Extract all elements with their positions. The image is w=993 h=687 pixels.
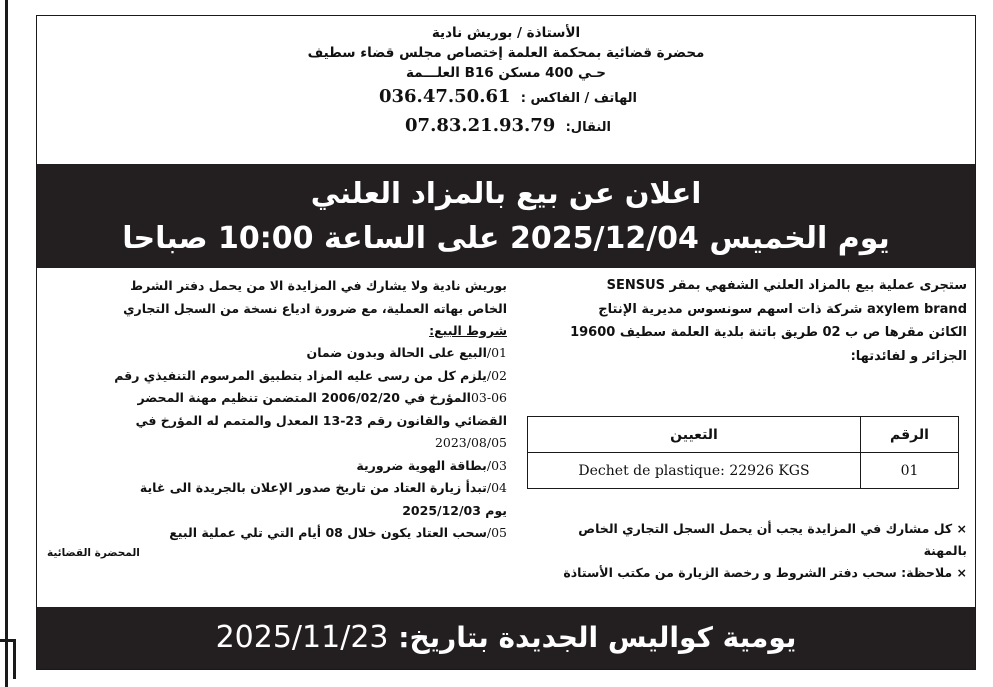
bailiff-header [37,16,975,164]
condition-text: يوم 2025/12/03 [402,502,507,518]
condition-number: 05/ [486,525,507,540]
conditions-heading: شروط البيع: [429,323,507,338]
mobile-label: النقال: [565,120,611,135]
sale-description [515,274,967,368]
note-line: × كل مشارك في المزايدة يجب أن يحمل السجل التجاري الخاص [578,521,967,536]
participation-notes [527,518,967,584]
condition-item [47,432,507,455]
condition-text: المؤرخ في 2006/02/20 المتضمن تنظيم مهنة المحضر [137,390,471,405]
publication-footer [37,607,975,669]
phone-line [37,83,975,112]
condition-number: 04/ [486,480,507,495]
auction-notice [36,15,976,670]
sale-intro-line: الكائن مقرها ص ب 02 طريق باتنة بلدية العلمة سطيف 19600 [570,325,967,340]
conditions-intro-line: بوريش نادية ولا يشارك في المزايدة الا من يحمل دفتر الشرط [130,278,507,293]
publication-line [37,607,975,669]
condition-item [47,410,507,433]
items-table [527,416,959,489]
sale-intro-line: الجزائر و لفائدتها: [850,348,967,364]
condition-item [47,477,507,500]
condition-text: سحب العتاد يكون خلال 08 أيام التي تلي عملية البيع [169,525,487,540]
condition-text: بطاقة الهوية ضرورية [356,457,487,473]
condition-text: القضائي والقانون رقم 23-13 المعدل والمتمم له المؤرخ في [135,412,507,428]
condition-item [47,522,507,545]
table-header-row [528,417,959,453]
publication-label: يومية كواليس الجديدة بتاريخ: [398,621,797,654]
bailiff-address: حـي 400 مسكن B16 العلـــمة [405,65,607,81]
condition-text: تبدأ زيارة العتاد من تاريخ صدور الإعلان بالجريدة الى غاية [139,480,487,495]
title-band [37,164,975,268]
condition-item [47,342,507,365]
condition-text: يلزم كل من رسى عليه المزاد بتطبيق المرسوم التنفيذي رقم [114,367,487,383]
table-row [528,453,959,489]
condition-item [47,455,507,478]
column-header-designation: التعيين [528,417,861,453]
sale-conditions [47,274,507,561]
note-line: × ملاحظة: سحب دفتر الشروط و رخصة الزيارة من مكتب الأستاذة [563,565,967,580]
cell-item-designation: Dechet de plastique: 22926 KGS [528,453,861,489]
condition-item [47,500,507,523]
mobile-number: 07.83.21.93.79 [405,115,556,136]
condition-text: البيع على الحالة وبدون ضمان [306,345,487,360]
condition-text: 2023/08/05 [434,435,507,450]
condition-number: 03-06 [470,390,507,405]
bailiff-signature: المحضرة القضائية [47,546,140,559]
bailiff-office: محضرة قضائية بمحكمة العلمة إختصاص مجلس قضاء سطيف [307,45,705,61]
page-corner-mark [0,639,16,679]
condition-number: 01/ [486,345,507,360]
note-line: بالمهنة [923,543,967,558]
column-header-number: الرقم [861,417,959,453]
condition-number: 02/ [486,367,507,383]
sale-date-time: يوم الخميس 2025/12/04 على الساعة 10:00 صباحا [122,221,890,256]
sale-intro-line: axylem brand شركة ذات اسهم سونسوس مديرية الإنتاج [598,301,967,317]
sale-intro-line: ستجرى عملية بيع بالمزاد العلني الشفهي بمقر SENSUS [606,278,967,293]
cell-item-number: 01 [861,453,959,489]
mobile-line [37,112,975,141]
page-edge-rule [0,0,8,687]
phone-label: الهاتف / الفاكس : [520,91,637,106]
notice-title: اعلان عن بيع بالمزاد العلني [310,176,702,210]
publication-date: 2025/11/23 [215,620,389,655]
condition-item [47,387,507,410]
conditions-intro-line: الخاص بهاته العملية، مع ضرورة ادياع نسخة من السجل التجاري [123,301,507,316]
condition-item [47,365,507,388]
phone-number: 036.47.50.61 [378,86,511,107]
bailiff-name: الأستاذة / بوريش نادية [431,25,581,41]
condition-number: 03/ [486,457,507,473]
